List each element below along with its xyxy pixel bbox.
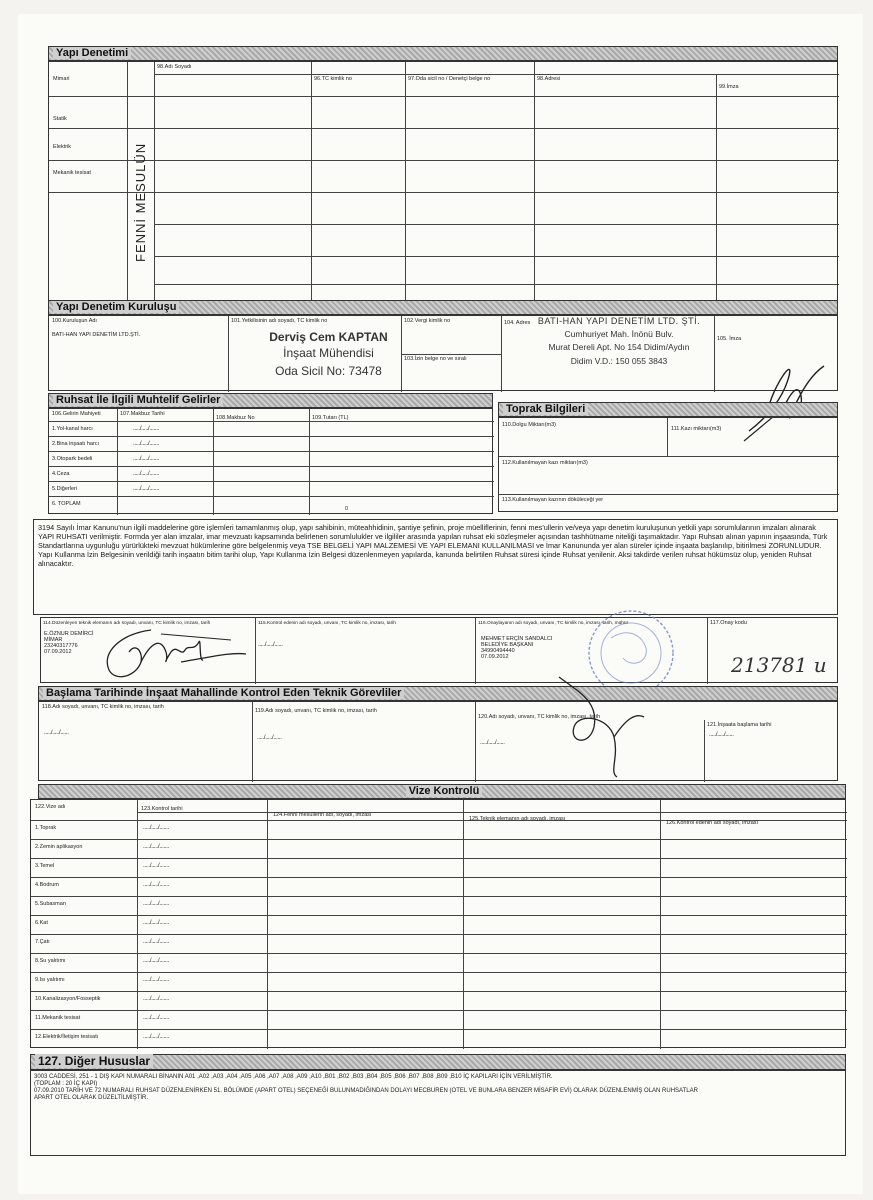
col-imza: 99.İmza [719,84,739,90]
vize-row-kanalizasyon: 10.Kanalizasyon/Fosseptik [35,996,101,1002]
col-tc: 96.TC kimlik no [314,76,352,82]
vize-row-toprak: 1.Toprak [35,825,57,831]
date-placeholder: ...../...../...... [480,740,505,746]
label-121: 121.İnşaata başlama tarihi [707,722,772,728]
vize-date: ...../...../....... [143,1015,169,1021]
date-placeholder: ...../...../...... [257,735,282,741]
vize-row-bodrum: 4.Bodrum [35,882,59,888]
col-126: 126.Kontrol edenin adı soyadı, imzası [666,820,759,826]
col-125: 125.Teknik elemanın adı soyadı, imzası [469,816,566,822]
permit-form [18,14,863,1194]
onay-table [40,617,838,683]
vize-row-zemin: 2.Zemin aplikasyon [35,844,83,850]
label-120: 120.Adı soyadı, unvanı, TC kimlik no, imzası, tarih [478,714,601,720]
row-mimari: Mimari [53,76,70,82]
date-placeholder: ...../...../...... [44,730,69,736]
vize-row-mekanik: 11.Mekanik tesisat [35,1015,81,1021]
toprak-table [498,417,838,512]
onaylayan-ad: MEHMET ERÇİN SANDALCI [481,636,553,642]
vize-row-isi-yalitimi: 9.Isı yalıtımı [35,977,65,983]
date-placeholder: ...../...../....... [133,486,159,492]
onaylayan-tarih: 07.09.2012 [481,654,509,660]
fenni-mesul-vertical-label: FENNİ MESULÜN [133,142,148,262]
vize-date: ...../...../....... [143,901,169,907]
row-yol-kanal: 1.Yol-kanal harcı [52,426,93,432]
vize-table [30,799,846,1048]
signature-duzenleyen [81,622,251,682]
vize-date: ...../...../....... [143,958,169,964]
address-line-1: BATI-HAN YAPI DENETİM LTD. ŞTİ. [537,316,701,326]
label-103: 103.İzin belge no ve sıralı [404,356,467,362]
address-line-3: Murat Dereli Apt. No 154 Didim/Aydın [548,342,690,352]
section-header-yapi-denetimi: Yapı Denetimi [48,46,838,61]
date-placeholder: ...../...../....... [133,426,159,432]
date-placeholder: ...../...../...... [709,732,734,738]
date-placeholder: ...../...../...... [258,642,283,648]
duzenleyen-ad: E.ÖZNUR DEMİRCİ [44,631,94,637]
vize-date: ...../...../....... [143,825,169,831]
label-115: 115.Kontrol edenin adı soyadı, unvanı, TC kimlik no, imzası, tarih [258,621,396,626]
label-104: 104. Adres [504,320,531,326]
signature-onaylayan [539,672,659,782]
stamp-title: İnşaat Mühendisi [283,346,374,360]
vize-date: ...../...../....... [143,996,169,1002]
row-ceza: 4.Ceza [52,471,70,477]
section-header-vize: Vize Kontrolü [38,784,846,799]
label-110: 110.Dolgu Miktarı(m3) [502,422,556,428]
col-106: 106.Gelirin Mahiyeti [52,411,101,417]
col-adres: 98.Adresi [537,76,561,82]
vize-date: ...../...../....... [143,977,169,983]
label-101: 101.Yetkilisinin adı soyadı, TC kimlik no [231,318,328,324]
vize-row-temel: 3.Temel [35,863,55,869]
vize-date: ...../...../....... [143,939,169,945]
vize-row-cati: 7.Çatı [35,939,50,945]
date-placeholder: ...../...../....... [133,441,159,447]
label-102: 102.Vergi kimlik no [404,318,451,324]
row-otopark: 3.Otopark bedeli [52,456,93,462]
toplam-value: 0 [345,506,349,512]
label-111: 111.Kazı miktarı(m3) [671,426,722,432]
onay-kodu: 213781 u [731,653,827,677]
vize-date: ...../...../....... [143,882,169,888]
fenni-mesul-table [48,61,838,311]
label-114: 114.Düzenleyen teknik elemanın adı soyadı, unvanı, TC kimlik no, imzası, tarih [43,621,211,626]
row-statik: Statik [53,116,67,122]
stamp-name: Derviş Cem KAPTAN [269,330,388,344]
row-toplam: 6. TOPLAM [52,501,81,507]
col-oda-sicil: 97.Oda sicil no / Denetçi belge no [408,76,491,82]
onaylayan-tc: 34990494440 [481,648,515,654]
date-placeholder: ...../...../....... [133,471,159,477]
legal-paragraph: 3194 Sayılı İmar Kanunu'nun ilgili maddelerine göre işlemleri tamamlanmış olup, yapı sahibinin, müteahhidinin, şantiye şefinin, proje müelliflerinin, fenni mes'ullerin ve/veya yapı denetim kuruluşunun yetkili yapı sorumlularının imzaları alınarak YAPI RUHSATI verilmiştir. Formda yer alan imzalar, imar mevzuatı kapsamında belirlenen sorumlulukler ve ilgililer arasında yapılan ruhsat eki sözleşmeler açısından tashhütname niteliği taşımaktadır. Yapı Ruhsatı alınan yapının inşaasında, Türk Standartlarına uygunluğu yürürlükteki mevzuat hükümlerine göre belgelenmiş veya TSE BELGELİ YAPI MALZEMESİ VE YAPI ELEMANI KULLANILMASI ve İmar Kanununda yer alan süreler içinde inşaata başlanılıp, bitirilmesi ZORUNLUDUR. Yapı Kullanma İzin Belgesinin verildiği tarih inşaatın bitim tarihi olup, Yapı Kullanma İzin Belgesi düzenlenmeyen yapılarda, kanunda belirtilen Ruhsat süresi içinde Ruhsat yenilenir. Aksi takdirde verilen ruhsat hükümsüz olup, yeniden Ruhsat alınacaktır. [38,523,828,568]
kurulus-adi: BATI-HAN YAPI DENETİM LTD.ŞTİ. [52,332,141,338]
date-placeholder: ...../...../....... [133,456,159,462]
baslama-table [38,701,838,781]
vize-row-su-yalitimi: 8.Su yalıtımı [35,958,66,964]
stamp-sicil: Oda Sicil No: 73478 [275,364,382,378]
col-109: 109.Tutarı (TL) [312,415,349,421]
address-line-2: Cumhuriyet Mah. İnönü Bulv. [564,329,674,339]
label-117: 117.Onay kodu [710,620,747,626]
label-116: 116.Onaylayanın adı soyadı, unvanı, TC kimlik no, imzası, tarih, mühür [478,621,629,626]
section-header-ruhsat: Ruhsat İle İlgili Muhtelif Gelirler [48,393,493,408]
duzenleyen-tc: 23240317776 [44,643,78,649]
diger-hususlar-box [30,1070,846,1156]
diger-line-2: (TOPLAM : 20 İÇ KAPI) [34,1081,98,1087]
row-mekanik: Mekanik tesisat [53,170,91,176]
vize-date: ...../...../....... [143,863,169,869]
section-header-baslama: Başlama Tarihinde İnşaat Mahallinde Kontrol Eden Teknik Görevliler [38,686,838,701]
label-113: 113.Kullanılmayan kazının döküleceği yer [502,497,604,503]
address-line-4: Didim V.D.: 150 055 3843 [570,356,668,366]
row-elektrik: Elektrik [53,144,72,150]
kurulus-table [48,315,838,391]
diger-line-1: 3003 CADDESİ, 251 - 1 DIŞ KAPI NUMARALI BİNANIN A01 ,A02 ,A03 ,A04 ,A05 ,A06 ,A07 ,A08 ,A09 ,A10 ,B01 ,B02 ,B03 ,B04 ,B05 ,B06 ,B07 ,B08 ,B09 ,B10 İÇ KAPILARI İÇİN VERİLMİŞTİR. [34,1074,553,1080]
diger-line-4: APART OTEL OLARAK DÜZELTİLMİŞTİR. [34,1095,149,1101]
duzenleyen-unvan: MİMAR [44,637,63,643]
label-100: 100.Kuruluşun Adı [52,318,97,324]
row-bina-insaati: 2.Bina inşaatı harcı [52,441,100,447]
label-118: 118.Adı soyadı, unvanı, TC kimlik no, imzası, tarih [42,704,164,710]
onaylayan-unvan: BELEDİYE BAŞKANI [481,642,534,648]
vize-date: ...../...../....... [143,920,169,926]
col-123: 123.Kontrol tarihi [141,806,183,812]
col-122: 122.Vize adı [35,804,66,810]
col-108: 108.Makbuz No [216,415,255,421]
vize-row-subasman: 5.Subasman [35,901,66,907]
col-107: 107.Makbuz Tarihi [120,411,165,417]
section-header-diger: 127. Diğer Hususlar [30,1054,846,1070]
vize-date: ...../...../....... [143,1034,169,1040]
ruhsat-table [48,408,493,514]
label-119: 119.Adı soyadı, unvanı, TC kimlik no, imzası, tarih [255,708,377,714]
label-105: 105. İmza [717,336,742,342]
label-112: 112.Kullanılmayan kazı miktarı(m3) [502,460,588,466]
legal-text-box [33,519,838,615]
section-header-kurulus: Yapı Denetim Kuruluşu [48,300,838,315]
duzenleyen-tarih: 07.09.2012 [44,649,72,655]
section-header-toprak: Toprak Bilgileri [498,402,838,417]
row-digerleri: 5.Diğerleri [52,486,78,492]
vize-date: ...../...../....... [143,844,169,850]
diger-line-3: 07.09.2010 TARİH VE 72 NUMARALI RUHSAT DÜZENLENİRKEN 51. BÖLÜMDE (APART OTEL) SEÇENEĞİ BULUNMADIĞINDAN DOLAYI MECBUREN (OTEL VE BUNLARA BENZER MİSAFİR EVİ) OLARAK DÜZENLENMİŞ OLAN RUHSATLAR [34,1088,698,1094]
vize-row-kat: 6.Kat [35,920,48,926]
vize-row-elektrik: 12.Elektrik/İletişim tesisatı [35,1034,99,1040]
col-ad-soyadi: 98.Adı Soyadı [157,64,192,70]
col-124: 124.Fenni mesullerin adı, soyadı, imzası [273,812,372,818]
